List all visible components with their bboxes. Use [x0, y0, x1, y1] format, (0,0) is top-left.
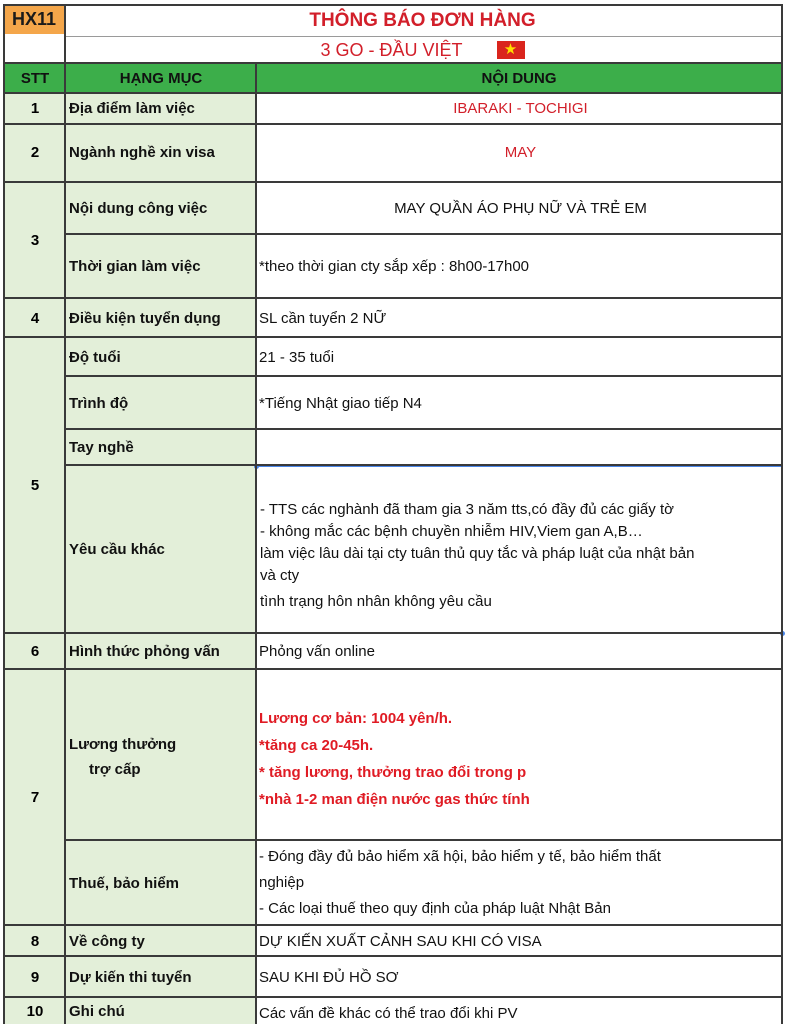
- row-10-label: Ghi chú: [69, 1002, 125, 1020]
- salary-line: *tăng ca 20-45h.: [259, 737, 374, 754]
- row-3a-label: Nội dung công việc: [69, 199, 208, 217]
- grid-line: [781, 4, 783, 1024]
- row-5b-value[interactable]: *Tiếng Nhật giao tiếp N4: [259, 394, 422, 412]
- row-1-value[interactable]: IBARAKI - TOCHIGI: [453, 99, 588, 117]
- row-7a-label-line1: Lương thưởng: [69, 736, 177, 753]
- row-4-value[interactable]: SL cần tuyển 2 NỮ: [259, 309, 387, 327]
- grid-line: [66, 428, 782, 430]
- grid-line: [4, 181, 782, 183]
- grid-line: [4, 62, 782, 64]
- row-3-stt: 3: [30, 231, 40, 249]
- page-title: THÔNG BÁO ĐƠN HÀNG: [309, 10, 536, 31]
- row-7-stt: 7: [30, 789, 40, 806]
- row-5c-label: Tay nghề: [69, 439, 134, 456]
- grid-line: [4, 336, 782, 338]
- row-5c-value[interactable]: [256, 430, 782, 465]
- row-1-label: Địa điểm làm việc: [69, 99, 195, 117]
- grid-line: [4, 92, 782, 94]
- row-4-label: Điều kiện tuyển dụng: [69, 309, 221, 327]
- row-9-stt: 9: [30, 968, 40, 986]
- row-9-label: Dự kiến thi tuyển: [69, 968, 192, 986]
- row-1-stt: 1: [30, 99, 40, 117]
- row-3b-value[interactable]: *theo thời gian cty sắp xếp : 8h00-17h00: [259, 258, 530, 275]
- row-5d-line: - không mắc các bệnh chuyền nhiễm HIV,Viem gan A,B…: [260, 522, 643, 540]
- grid-line: [4, 955, 782, 957]
- row-9-value[interactable]: SAU KHI ĐỦ HỒ SƠ: [259, 968, 399, 986]
- header-category: HẠNG MỤC: [66, 63, 256, 93]
- subtitle-text: 3 GO - ĐẦU VIỆT: [320, 39, 463, 60]
- vietnam-flag-icon: [497, 41, 525, 59]
- grid-line: [64, 4, 66, 1024]
- grid-line: [4, 123, 782, 125]
- grid-line: [255, 62, 257, 1024]
- row-7a-value[interactable]: [256, 670, 782, 840]
- grid-line: [4, 924, 782, 926]
- grid-line: [4, 668, 782, 670]
- row-2-stt: 2: [30, 144, 40, 161]
- row-5d-line: làm việc lâu dài tại cty tuân thủ quy tắc và pháp luật của nhật bản: [260, 544, 695, 562]
- row-5d-value[interactable]: [256, 466, 782, 633]
- row-7a-label-line2: trợ cấp: [89, 761, 141, 778]
- row-3a-value[interactable]: MAY QUẦN ÁO PHỤ NỮ VÀ TRẺ EM: [394, 199, 647, 217]
- row-6-stt: 6: [30, 643, 40, 660]
- salary-line: *nhà 1-2 man điện nước gas thức tính: [259, 791, 530, 808]
- row-5b-label: Trình độ: [69, 394, 129, 412]
- grid-line: [66, 375, 782, 377]
- row-10-value[interactable]: Các vấn đề khác có thể trao đổi khi PV: [259, 1004, 518, 1022]
- grid-line: [66, 233, 782, 235]
- row-6-label: Hình thức phỏng vấn: [69, 643, 220, 660]
- row-10-stt: 10: [26, 1002, 44, 1020]
- row-5d-line: - TTS các nghành đã tham gia 3 năm tts,có đầy đủ các giấy tờ: [260, 500, 674, 518]
- grid-line: [4, 632, 782, 634]
- row-7b-value[interactable]: [256, 841, 782, 925]
- row-8-label: Về công ty: [69, 932, 145, 950]
- grid-line: [64, 36, 782, 37]
- grid-line: [4, 4, 782, 6]
- row-5d-label: Yêu cầu khác: [69, 541, 165, 558]
- row-8-value[interactable]: DỰ KIẾN XUẤT CẢNH SAU KHI CÓ VISA: [259, 932, 542, 950]
- grid-line: [4, 297, 782, 299]
- insurance-line: - Các loại thuế theo quy định của pháp luật Nhật Bản: [259, 900, 611, 917]
- grid-line: [3, 4, 5, 1024]
- salary-line: * tăng lương, thưởng trao đổi trong p: [259, 764, 527, 781]
- salary-line: Lương cơ bản: 1004 yên/h.: [259, 710, 453, 727]
- row-5a-value[interactable]: 21 - 35 tuổi: [259, 348, 335, 366]
- row-5-stt: 5: [30, 477, 40, 494]
- row-5d-line: tình trạng hôn nhân không yêu cầu: [260, 592, 492, 610]
- page-subtitle: [64, 37, 781, 63]
- grid-line: [66, 464, 782, 466]
- row-4-stt: 4: [30, 309, 40, 327]
- header-stt: STT: [4, 63, 66, 93]
- row-2-label: Ngành nghề xin visa: [69, 144, 215, 161]
- row-3b-label: Thời gian làm việc: [69, 258, 201, 275]
- row-6-value[interactable]: Phỏng vấn online: [259, 643, 375, 660]
- row-7b-label: Thuế, bảo hiểm: [69, 874, 180, 892]
- row-5a-label: Độ tuổi: [69, 348, 121, 366]
- header-content: NỘI DUNG: [256, 63, 782, 93]
- row-2-value[interactable]: MAY: [504, 144, 537, 161]
- row-5d-line: và cty: [260, 566, 300, 584]
- grid-line: [66, 839, 782, 841]
- insurance-line: nghiệp: [259, 874, 305, 891]
- insurance-line: - Đóng đầy đủ bảo hiểm xã hội, bảo hiểm y tế, bảo hiểm thất: [259, 848, 661, 865]
- row-8-stt: 8: [30, 932, 40, 950]
- grid-line: [4, 996, 782, 998]
- row-7a-label: [66, 670, 256, 840]
- order-code: HX11: [4, 4, 64, 34]
